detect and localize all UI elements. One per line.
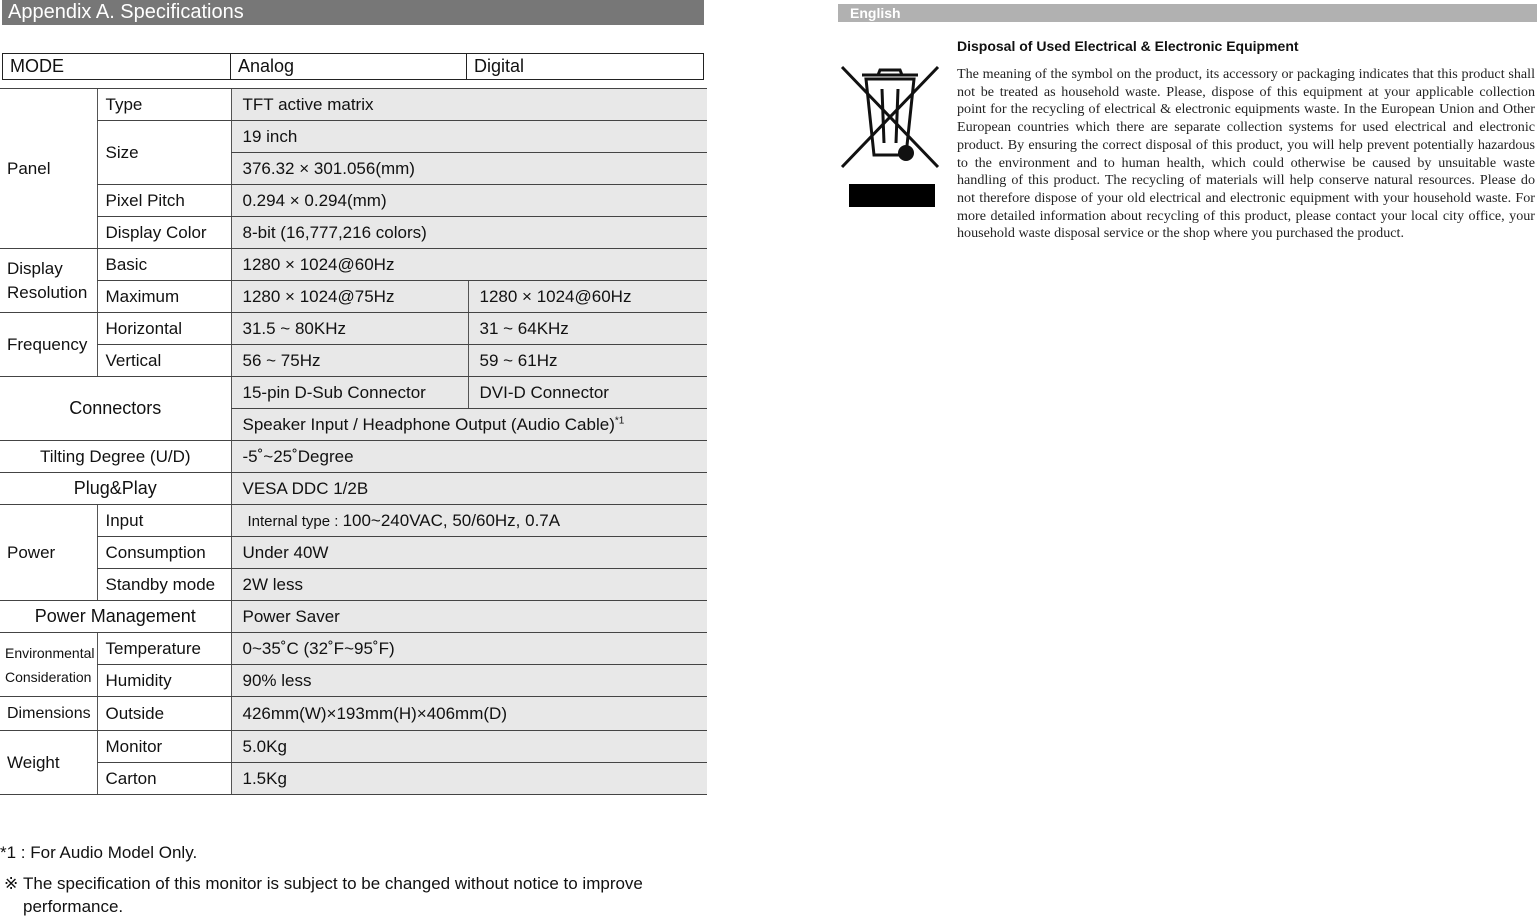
carton-weight-value: 1.5Kg xyxy=(231,763,707,795)
basic-label: Basic xyxy=(97,249,231,281)
table-row xyxy=(0,505,707,537)
consumption-value: Under 40W xyxy=(231,537,707,569)
horizontal-digital-value: 31 ~ 64KHz xyxy=(468,313,707,345)
size-value-inch: 19 inch xyxy=(231,121,707,153)
environment-category-line2: Consideration xyxy=(5,668,92,685)
resolution-category-line2: Resolution xyxy=(7,282,88,302)
power-management-value: Power Saver xyxy=(231,601,707,633)
reference-mark: ※ xyxy=(4,874,19,893)
table-row xyxy=(0,249,707,281)
table-row xyxy=(0,731,707,763)
maximum-analog-value: 1280 × 1024@75Hz xyxy=(231,281,468,313)
table-row xyxy=(0,697,707,731)
power-category: Power xyxy=(0,505,97,601)
power-management-category: Power Management xyxy=(0,601,231,633)
speaker-connector-text: Speaker Input / Headphone Output (Audio Cable) xyxy=(242,414,615,434)
table-row xyxy=(0,217,707,249)
audio-footnote: *1 : For Audio Model Only. xyxy=(0,843,198,862)
humidity-label: Humidity xyxy=(97,665,231,697)
disposal-body: The meaning of the symbol on the product, its accessory or packaging indicates that this product shall not be treated as household waste. Please, dispose of this equipment at your applicable collection point for the recycling of electrical & electronic equipments waste. In the European Union and Other European countries which there are separate collection systems for used electrical and electronic product. By ensuring the correct disposal of this product, you will help prevent potentially hazardous to the environment and to human health, which could otherwise be caused by unsuitable waste handling of this product. The recycling of materials will help conserve natural resources. Please do not therefore dispose of your old electrical and electronic equipment with your household waste. For more detailed information about recycling of this product, please contact your local city office, your household waste disposal service or the shop where you purchased the product. xyxy=(957,66,1535,242)
language-header: English xyxy=(838,4,1537,22)
table-row xyxy=(0,665,707,697)
input-label: Input xyxy=(97,505,231,537)
input-prefix: Internal type : xyxy=(247,512,343,530)
horizontal-label: Horizontal xyxy=(97,313,231,345)
analog-label: Analog xyxy=(231,54,467,80)
display-color-label: Display Color xyxy=(97,217,231,249)
maximum-label: Maximum xyxy=(97,281,231,313)
outside-label: Outside xyxy=(97,697,231,731)
standby-value: 2W less xyxy=(231,569,707,601)
mode-label: MODE xyxy=(3,54,231,80)
table-row xyxy=(0,281,707,313)
digital-connector-value: DVI-D Connector xyxy=(468,377,707,409)
table-row xyxy=(0,537,707,569)
table-row xyxy=(0,377,707,409)
horizontal-analog-value: 31.5 ~ 80KHz xyxy=(231,313,468,345)
plug-play-value: VESA DDC 1/2B xyxy=(231,473,707,505)
type-label: Type xyxy=(97,89,231,121)
humidity-value: 90% less xyxy=(231,665,707,697)
table-row xyxy=(0,763,707,795)
input-value xyxy=(231,505,707,537)
carton-label: Carton xyxy=(97,763,231,795)
table-row xyxy=(0,441,707,473)
mode-header-table xyxy=(2,53,704,80)
spec-change-text: The specification of this monitor is subject to be changed without notice to improve performance. xyxy=(23,874,643,916)
crossed-out-wheelie-bin-icon xyxy=(840,65,940,210)
vertical-label: Vertical xyxy=(97,345,231,377)
pixel-pitch-label: Pixel Pitch xyxy=(97,185,231,217)
panel-category: Panel xyxy=(0,89,97,249)
input-value-text: 100~240VAC, 50/60Hz, 0.7A xyxy=(342,510,561,530)
specifications-table xyxy=(0,88,707,795)
outside-value: 426mm(W)×193mm(H)×406mm(D) xyxy=(231,697,707,731)
digital-label: Digital xyxy=(467,54,704,80)
weight-category: Weight xyxy=(0,731,97,795)
tilt-value: -5˚~25˚Degree xyxy=(231,441,707,473)
connectors-category: Connectors xyxy=(0,377,231,441)
type-value: TFT active matrix xyxy=(231,89,707,121)
table-row xyxy=(0,569,707,601)
size-label: Size xyxy=(97,121,231,185)
temperature-value: 0~35˚C (32˚F~95˚F) xyxy=(231,633,707,665)
pixel-pitch-value: 0.294 × 0.294(mm) xyxy=(231,185,707,217)
environment-category xyxy=(0,633,97,697)
tilt-category: Tilting Degree (U/D) xyxy=(0,441,231,473)
basic-value: 1280 × 1024@60Hz xyxy=(231,249,707,281)
standby-label: Standby mode xyxy=(97,569,231,601)
resolution-category xyxy=(0,249,97,313)
consumption-label: Consumption xyxy=(97,537,231,569)
table-row xyxy=(0,185,707,217)
environment-category-line1: Environmental xyxy=(5,644,95,661)
table-row xyxy=(0,633,707,665)
page-title: Appendix A. Specifications xyxy=(2,0,704,25)
table-row xyxy=(0,89,707,121)
frequency-category: Frequency xyxy=(0,313,97,377)
monitor-weight-value: 5.0Kg xyxy=(231,731,707,763)
display-color-value: 8-bit (16,777,216 colors) xyxy=(231,217,707,249)
table-row xyxy=(0,473,707,505)
maximum-digital-value: 1280 × 1024@60Hz xyxy=(468,281,707,313)
table-row xyxy=(0,601,707,633)
spec-change-notice xyxy=(4,872,704,918)
footnote-marker: *1 xyxy=(614,414,625,426)
monitor-label: Monitor xyxy=(97,731,231,763)
dimensions-category: Dimensions xyxy=(0,697,97,731)
analog-connector-value: 15-pin D-Sub Connector xyxy=(231,377,468,409)
disposal-title: Disposal of Used Electrical & Electronic Equipment xyxy=(957,38,1299,54)
resolution-category-line1: Display xyxy=(7,258,63,278)
plug-play-category: Plug&Play xyxy=(0,473,231,505)
speaker-connector-value xyxy=(231,409,707,441)
vertical-analog-value: 56 ~ 75Hz xyxy=(231,345,468,377)
table-row xyxy=(0,345,707,377)
table-row xyxy=(0,313,707,345)
temperature-label: Temperature xyxy=(97,633,231,665)
table-row xyxy=(0,121,707,153)
vertical-digital-value: 59 ~ 61Hz xyxy=(468,345,707,377)
size-value-mm: 376.32 × 301.056(mm) xyxy=(231,153,707,185)
